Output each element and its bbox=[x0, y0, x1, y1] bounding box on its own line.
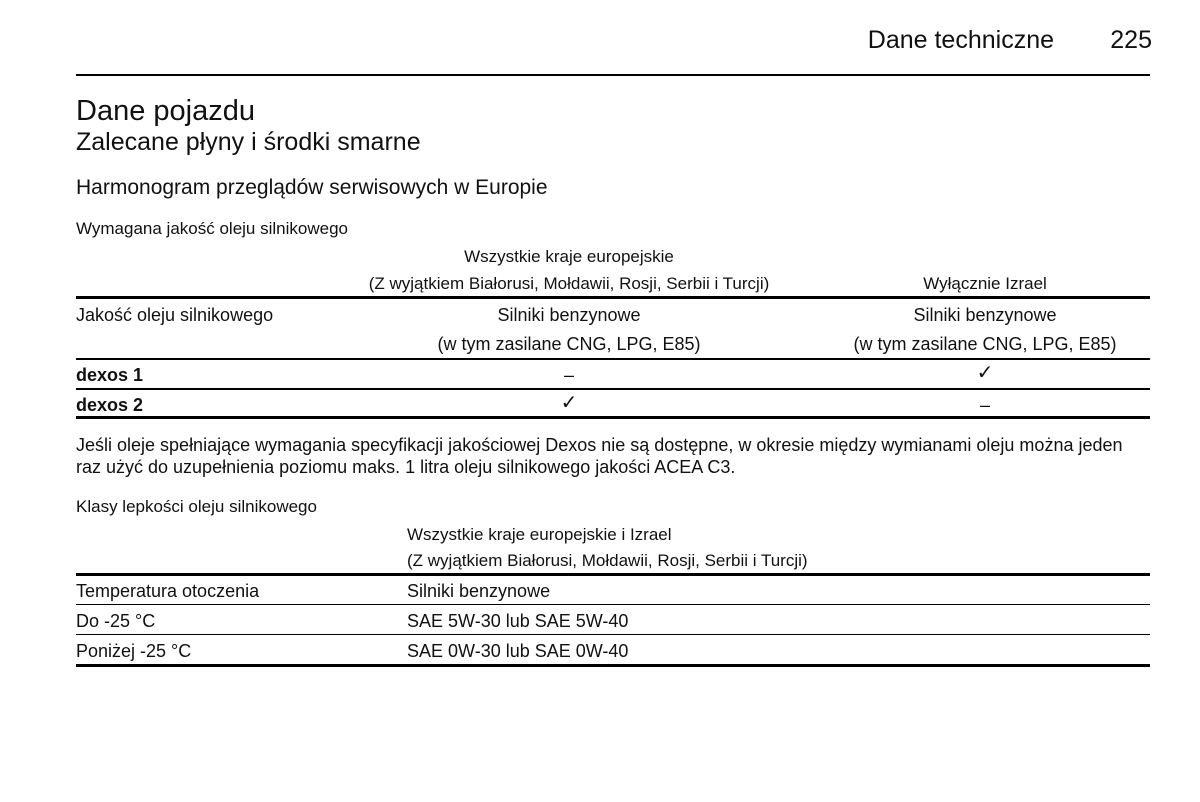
table2-header-rule bbox=[76, 573, 1150, 576]
table1-israel-engine-type: Silniki benzynowe bbox=[913, 305, 1057, 325]
table2-row-temp: Do -25 °C bbox=[76, 611, 156, 631]
table2-title: Klasy lepkości oleju silnikowego bbox=[76, 497, 317, 516]
table1-header-rule bbox=[76, 296, 1150, 299]
table2-header-line2: (Z wyjątkiem Białorusi, Mołdawii, Rosji, Serbii i Turcji) bbox=[407, 551, 808, 570]
heading-vehicle-data: Dane pojazdu bbox=[76, 95, 255, 127]
table1-europe-engine-note: (w tym zasilane CNG, LPG, E85) bbox=[437, 334, 701, 354]
dexos-note: Jeśli oleje spełniające wymagania specyfikacji jakościowej Dexos nie są dostępne, w okresie między wymianami oleju można jeden raz użyć do uzupełnienia poziomu maks. 1 litra oleju silnikowego jakości ACEA C3. bbox=[76, 435, 1123, 477]
table1-col2-header: Wyłącznie Izrael bbox=[923, 274, 1047, 293]
table1-row-dexos1-israel: ✓ bbox=[976, 362, 994, 384]
table1-bottom-rule bbox=[76, 416, 1150, 419]
table2-row-divider bbox=[76, 634, 1150, 635]
heading-service-schedule: Harmonogram przeglądów serwisowych w Europie bbox=[76, 176, 548, 199]
table1-col1-header-line1: Wszystkie kraje europejskie bbox=[464, 247, 674, 266]
table1-israel-engine-note: (w tym zasilane CNG, LPG, E85) bbox=[853, 334, 1117, 354]
table2-row-divider bbox=[76, 604, 1150, 605]
table2-col-label: Temperatura otoczenia bbox=[76, 581, 260, 601]
table2-bottom-rule bbox=[76, 664, 1150, 667]
table1-col1-header-line2: (Z wyjątkiem Białorusi, Mołdawii, Rosji, Serbii i Turcji) bbox=[368, 274, 770, 293]
table2-row-temp: Poniżej -25 °C bbox=[76, 641, 192, 661]
running-header-title: Dane techniczne bbox=[867, 26, 1054, 54]
table1-row-dexos2-europe: ✓ bbox=[560, 392, 578, 414]
table2-row-grade: SAE 0W-30 lub SAE 0W-40 bbox=[407, 641, 629, 661]
table2-row-grade: SAE 5W-30 lub SAE 5W-40 bbox=[407, 611, 629, 631]
table1-row-label: Jakość oleju silnikowego bbox=[76, 305, 274, 325]
page-number: 225 bbox=[1110, 26, 1152, 54]
table2-col-value: Silniki benzynowe bbox=[407, 581, 551, 601]
table1-title: Wymagana jakość oleju silnikowego bbox=[76, 219, 348, 238]
table1-europe-engine-type: Silniki benzynowe bbox=[497, 305, 641, 325]
table1-row-divider bbox=[76, 358, 1150, 360]
table2-header-line1: Wszystkie kraje europejskie i Izrael bbox=[407, 525, 672, 544]
header-divider bbox=[76, 74, 1150, 76]
table1-row-divider bbox=[76, 388, 1150, 390]
table1-row-dexos2-israel: – bbox=[979, 395, 991, 415]
table1-row-dexos2-label: dexos 2 bbox=[76, 395, 144, 415]
heading-fluids-lubricants: Zalecane płyny i środki smarne bbox=[76, 128, 421, 156]
table1-row-dexos1-label: dexos 1 bbox=[76, 365, 144, 385]
table1-row-dexos1-europe: – bbox=[563, 365, 575, 385]
